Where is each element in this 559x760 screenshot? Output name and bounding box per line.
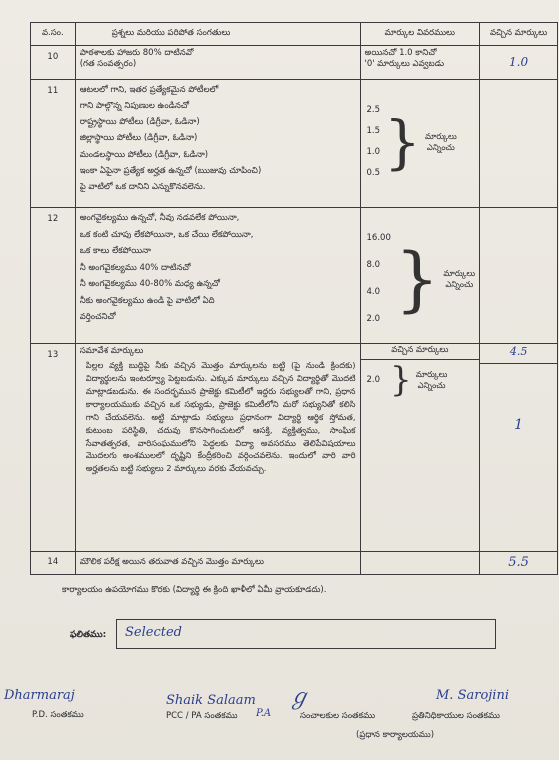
range-line: '0' మార్కులు ఎవ్వబడు xyxy=(364,59,445,70)
obtained-marks-subheader: వచ్చిన మార్కులు xyxy=(361,344,480,360)
brace-label: ఎన్నించు xyxy=(417,380,446,391)
brace-label: మార్కులు xyxy=(443,267,476,278)
pd-signature-label: P.D. సంతకము xyxy=(32,710,84,720)
brace-label: మార్కులు xyxy=(415,369,448,380)
office-use-note: కార్యాలయం ఉపయోగము కొరకు (విద్యార్థి ఈ క్రింది ఖాళీలో ఏమీ వ్రాయకూడదు). xyxy=(62,585,327,595)
row-score xyxy=(480,208,558,344)
criteria-line: ఇంకా ఏపైనా ప్రత్యేక అర్హత ఉన్నచో (ఋజువు చూపించి) xyxy=(79,165,262,176)
header-serial-no: వ.సం. xyxy=(31,23,76,46)
marks-value: 4.0 xyxy=(366,286,381,297)
table-row-10 xyxy=(31,46,558,80)
criteria-line: ఒక కంటి చూపు లేకపోయినా, ఒక చేయి లేకపోయినా, xyxy=(79,229,254,240)
criteria-line: (గత సంవత్సరం) xyxy=(79,59,137,70)
marks-value: 2.5 xyxy=(366,105,381,115)
marks-value: 8.0 xyxy=(366,259,381,270)
pcc-signature: Shaik Salaam xyxy=(166,693,256,708)
criteria-line: మండలస్థాయి పోటీలు (డిగ్రీవా, ఓడినా) xyxy=(79,149,209,160)
brace-label: ఎన్నించు xyxy=(426,142,455,152)
row-score xyxy=(480,46,558,80)
head-office-label: (ప్రధాన కార్యాలయము) xyxy=(356,730,435,740)
row-score xyxy=(480,80,558,208)
result-box xyxy=(116,619,496,649)
pd-signature: Dharmaraj xyxy=(4,688,75,703)
right-signature: M. Sarojini xyxy=(436,688,509,703)
pa-note: P.A xyxy=(256,708,272,719)
mid-signature-label: సంచాలకుల సంతకము xyxy=(300,711,376,721)
score-value: 1 xyxy=(514,416,524,433)
result-label: ఫలితము: xyxy=(70,630,107,640)
row-score xyxy=(480,552,558,575)
marks-value: 16.00 xyxy=(366,233,391,243)
section-title: సమావేశ మార్కులు xyxy=(79,346,144,356)
row-range xyxy=(360,344,480,552)
criteria-line: గాని పాల్గొన్న నిపుణుల ఉండినచో xyxy=(79,101,190,112)
row-range xyxy=(360,552,480,575)
criteria-line: ఆటలలో గాని, ఇతర ప్రత్యేకమైన పోటీలలో xyxy=(79,85,219,95)
row-score xyxy=(480,344,558,552)
criteria-line: నీ అంగవైకల్యము 40% దాటినచో xyxy=(79,262,191,273)
header-criteria: ప్రశ్నలు మరియు పరిపోత సంగతులు xyxy=(75,23,360,46)
table-row-14 xyxy=(31,552,558,575)
row-number: 14 xyxy=(31,552,76,575)
score-value-top: 4.5 xyxy=(480,344,557,364)
marks-value: 0.5 xyxy=(366,167,381,178)
brace-icon: } xyxy=(384,108,421,176)
brace-icon: } xyxy=(390,360,412,401)
result-value: Selected xyxy=(125,625,182,640)
range-line: అయినచో 1.0 కానిచో xyxy=(364,48,437,58)
right-signature-label: ప్రతినిధికాయుల సంతకము xyxy=(412,711,500,721)
criteria-line: రాష్ట్రస్థాయి పోటీలు (డిగ్రీవా, ఓడినా) xyxy=(79,117,200,128)
row-criteria xyxy=(75,552,360,575)
criteria-line: వర్తించనిచో xyxy=(79,312,116,323)
row-criteria xyxy=(75,80,360,208)
score-value: 5.5 xyxy=(508,555,529,570)
criteria-line: పై వాటిలో ఒక దానిని ఎన్నుకొనవలెను. xyxy=(79,181,206,192)
row-number: 11 xyxy=(31,80,76,208)
row-criteria xyxy=(75,208,360,344)
row-number: 12 xyxy=(31,208,76,344)
score-value: 1.0 xyxy=(509,55,529,69)
criteria-line: అంగవైకల్యము ఉన్నచో, నీవు నడవలేక పోయినా, xyxy=(79,213,240,223)
table-row-11 xyxy=(31,80,558,208)
table-row-13 xyxy=(31,344,558,552)
criteria-line: ఒక కాలు లేకపోయినా xyxy=(79,246,151,257)
brace-label: ఎన్నించు xyxy=(445,279,474,289)
brace-icon: } xyxy=(394,238,440,320)
row-range xyxy=(360,46,480,80)
criteria-line: మౌలిక పరీక్ష అయిన తరువాత వచ్చిన మొత్తం మార్కులు xyxy=(79,557,264,568)
criteria-line: నీకు అంగవైకల్యము ఉండి పై వాటిలో ఏది xyxy=(79,295,215,306)
row-range xyxy=(360,208,480,344)
interview-paragraph: పిల్లల వ్యక్తి బుద్ధిపై నీకు వచ్చిన మొత్తం మార్కులను బట్టి (పై నుండి క్రిందకు) విద్యార్థులను ఇంటర్వ్యూ పెట్టబడును. ఎక్కువ మార్కులు వచ్చిన విద్యార్థితో మొదటి మాట్లాడబడును. ఈ సందర్భమున ప్రాజెక్టు కమిటీలో ఇద్దరు సభ్యులతో గాని, ప్రధాన కార్యాలయముకు వచ్చిన ఒక సభ్యుడు, ప్రాజెక్టు కమిటీలోని మరో సభ్యునితో కలిసి గాని చేయవలెను. అట్టి మాట్లాడు సభ్యులు ప్రధానంగా విద్యార్థి ఆర్థిక స్తోమత, కుటుంబ పరిస్థితి, చదువు కొనసాగించుటలో ఆసక్తి, వ్యక్తిత్వము, సాంఘిక సేవాతత్పరత, వారిసంఘములోని పెద్దలకు విద్యా అవసరము తెలిపేవిషయాలు మొదలగు అంశములలో దృష్టిని కేంద్రీకరించి వర్గించవలెను. ఇందులో వారి వారి అర్హతలను బట్టి సభ్యులు 2 మార్కులు వరకు వేయవచ్చు. xyxy=(85,360,356,474)
row-criteria xyxy=(75,344,360,552)
marks-value: 2.0 xyxy=(366,313,381,324)
row-number: 10 xyxy=(31,46,76,80)
pcc-signature-label: PCC / PA సంతకము xyxy=(166,711,238,721)
brace-label: మార్కులు xyxy=(424,130,457,141)
mid-signature-mark: ℊ xyxy=(288,685,311,710)
header-marks-range: మార్కుల వివరములు xyxy=(360,23,480,46)
marks-value: 2.0 xyxy=(366,374,381,385)
row-range xyxy=(360,80,480,208)
row-criteria xyxy=(75,46,360,80)
table-header-row xyxy=(31,23,558,46)
scoring-table xyxy=(30,22,558,575)
table-row-12 xyxy=(31,208,558,344)
marks-value: 1.5 xyxy=(366,125,381,136)
row-number: 13 xyxy=(31,344,76,552)
marks-value: 1.0 xyxy=(366,146,381,157)
criteria-line: నీ అంగవైకల్యము 40-80% మధ్య ఉన్నచో xyxy=(79,279,220,290)
header-marks-obtained: వచ్చిన మార్కులు xyxy=(480,23,558,46)
criteria-line: పాఠశాలకు హాజరు 80% దాటినవో xyxy=(79,48,194,58)
criteria-line: జిల్లాస్థాయి పోటీలు (డిగ్రీవా, ఓడినా) xyxy=(79,133,198,144)
